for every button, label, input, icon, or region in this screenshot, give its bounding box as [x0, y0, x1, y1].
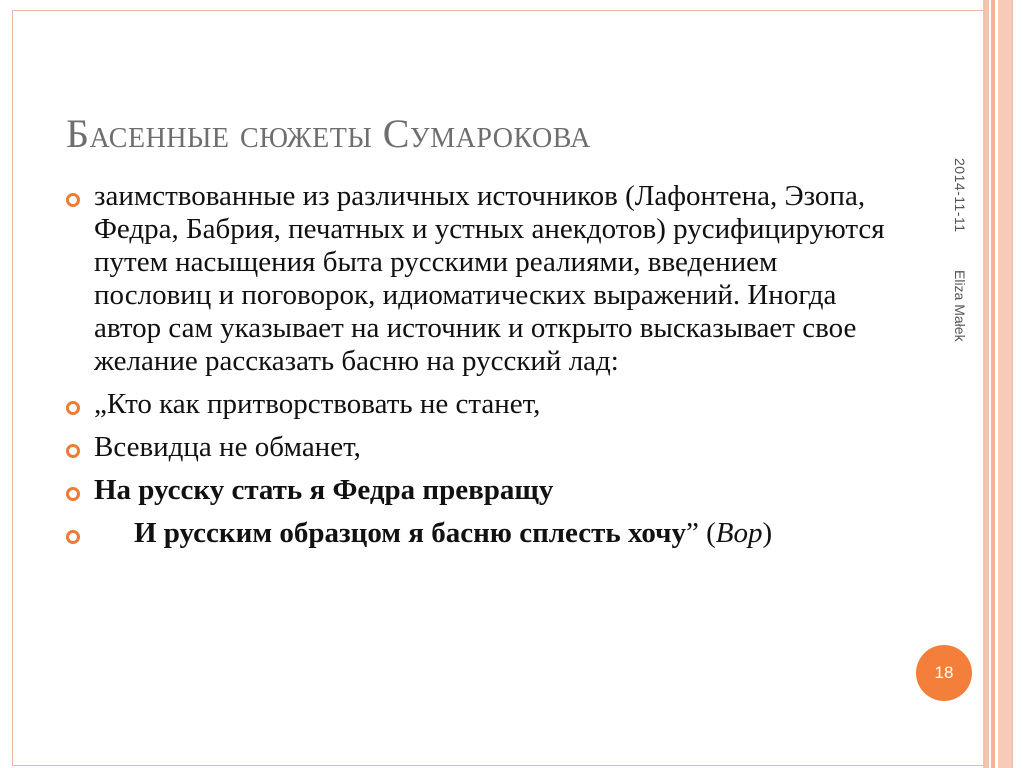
page-number: 18 [934, 663, 954, 682]
list-item [60, 517, 890, 550]
list-item [60, 474, 890, 507]
bullet-ring-icon [66, 487, 80, 501]
bullet-text-end: ) [762, 517, 773, 549]
slide-title: Басенные сюжеты Сумарокова [66, 111, 591, 156]
bullet-ring-icon [66, 401, 80, 415]
bullet-text: Всевидца не обманет, [94, 431, 361, 463]
bullet-ring-icon [66, 193, 80, 207]
bullet-text-close-quote: ” ( [685, 517, 716, 549]
bullet-text: На русску стать я Федра превращу [94, 474, 554, 506]
slide-author: Eliza Małek [952, 270, 968, 342]
slide-date: 2014-11-11 [952, 158, 968, 233]
page-number-badge [916, 645, 972, 701]
bullet-text-source: Вор [715, 517, 763, 549]
bullet-text: заимствованные из различных источников (Лафонтена, Эзопа, Федра, Бабрия, печатных и устных анекдотов) русифицируются путем насыщения быта русскими реалиями, введением пословиц и поговорок, идиоматических выражений. Иногда автор сам указывает на источник и открыто высказывает свое желание рассказать басню на русский лад: [94, 180, 885, 377]
decor-stripe [1013, 0, 1024, 768]
list-item [60, 180, 890, 378]
bullet-list [60, 180, 890, 560]
list-item [60, 431, 890, 464]
decor-stripe [998, 0, 1012, 768]
bullet-ring-icon [66, 530, 80, 544]
bullet-text: „Кто как притворствовать не станет, [94, 388, 541, 420]
list-item [60, 388, 890, 421]
bullet-ring-icon [66, 444, 80, 458]
bullet-text-bold: И русским образцом я басню сплесть хочу [134, 517, 686, 549]
